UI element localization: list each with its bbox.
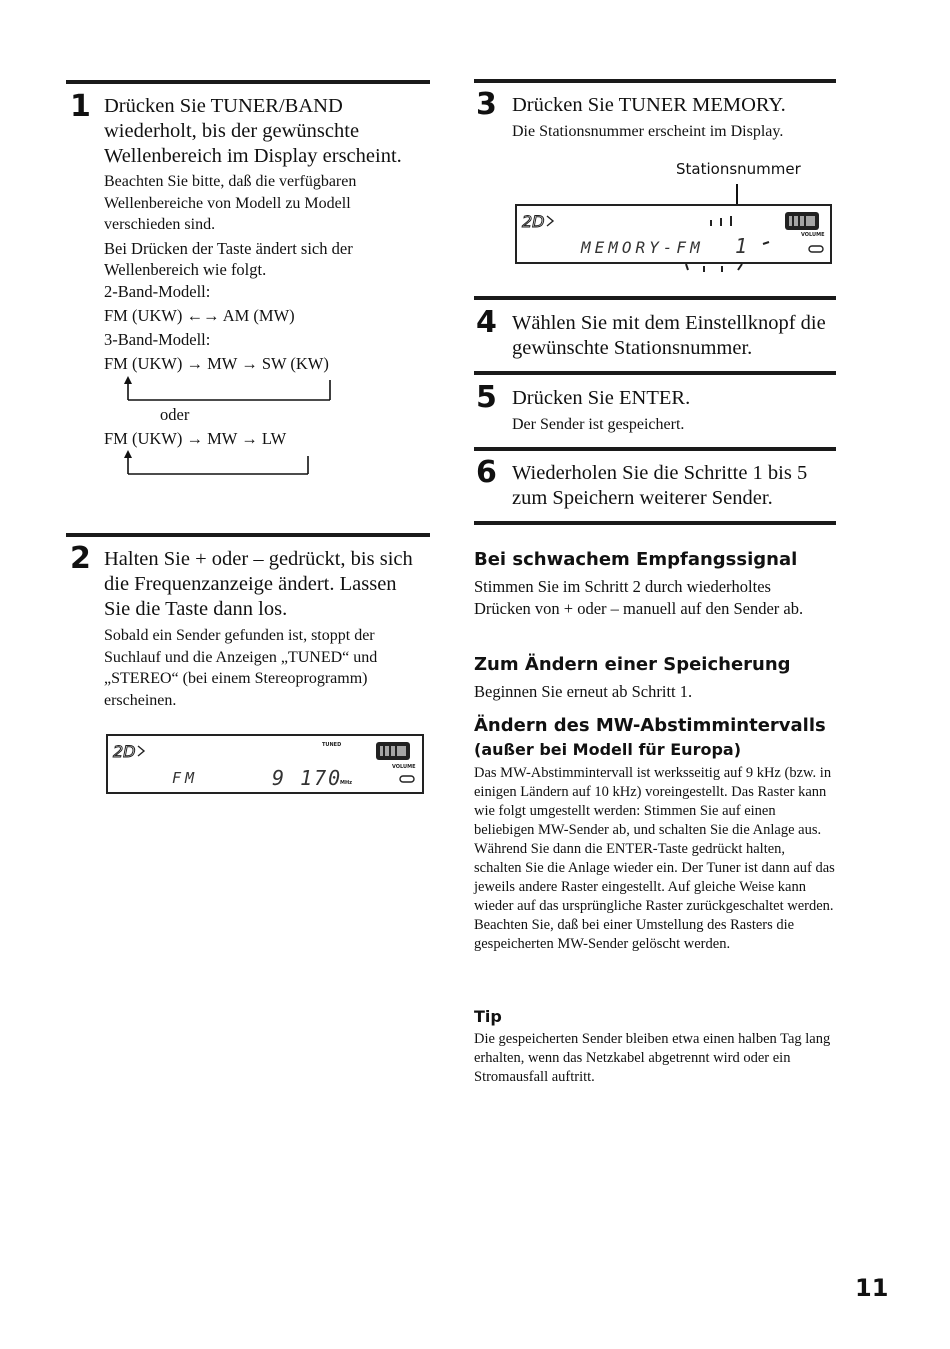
svg-text:2D: 2D xyxy=(522,212,545,231)
step1-note: Beachten Sie bitte, daß die verfügbaren Wellenbereiche von Modell zu Modell verschieden sind. xyxy=(104,173,357,233)
volume-label: VOLUME xyxy=(801,232,825,238)
display-logo-icon xyxy=(521,210,557,232)
steps-end-rule xyxy=(474,521,836,525)
step5-body: Der Sender ist gespeichert. xyxy=(512,416,685,433)
step5-number: 5 xyxy=(476,380,497,415)
step6-number: 6 xyxy=(476,455,497,490)
step5-rule xyxy=(474,371,836,375)
frequency-unit: MHz xyxy=(340,780,353,786)
station-number-readout: 1 xyxy=(735,234,752,258)
step2-body: Sobald ein Sender gefunden ist, stoppt der Suchlauf und die Anzeigen „TUNED“ und „STEREO“ (bei einem Stereoprogramm) erscheinen. xyxy=(104,627,378,709)
band-readout: FM xyxy=(172,769,199,787)
band3-label: 3-Band-Modell: xyxy=(104,329,211,349)
display-logo-icon xyxy=(112,740,148,762)
step6-rule xyxy=(474,447,836,451)
step3-heading: Drücken Sie TUNER MEMORY. xyxy=(512,94,786,116)
mw-interval-title: Ändern des MW-Abstimmintervalls xyxy=(474,715,826,736)
volume-meter-icon xyxy=(370,740,420,786)
band2-sequence: FM (UKW) ←→ AM (MW) xyxy=(104,306,295,325)
oder-label: oder xyxy=(160,405,190,424)
band-loop-arrow-b xyxy=(118,450,318,478)
weak-signal-title: Bei schwachem Empfangssignal xyxy=(474,549,798,570)
blink-marks-icon xyxy=(675,206,775,262)
memory-display xyxy=(515,204,832,264)
volume-label: VOLUME xyxy=(392,764,416,770)
blink-marks-below-icon xyxy=(680,262,760,276)
step1-number: 1 xyxy=(70,89,91,124)
change-memory-text: Beginnen Sie erneut ab Schritt 1. xyxy=(474,682,693,701)
step5-heading: Drücken Sie ENTER. xyxy=(512,387,691,409)
step1-change-text: Bei Drücken der Taste ändert sich der Wellenbereich wie folgt. xyxy=(104,238,353,279)
weak-signal-text: Stimmen Sie im Schritt 2 durch wiederholtes Drücken von + oder – manuell auf den Sender ab. xyxy=(474,577,804,618)
step4-number: 4 xyxy=(476,305,497,340)
step1-body xyxy=(104,171,429,375)
step4-rule xyxy=(474,296,836,300)
mw-interval-subtitle: (außer bei Modell für Europa) xyxy=(474,740,742,759)
memory-readout: MEMORY-FM xyxy=(581,238,704,257)
station-number-callout: Stationsnummer xyxy=(676,160,801,178)
band3-sequence-a: FM (UKW) → MW → SW (KW) xyxy=(104,354,329,373)
step2-rule xyxy=(66,533,430,537)
tuned-indicator: TUNED xyxy=(322,742,342,748)
step2-heading: Halten Sie + oder – gedrückt, bis sich die Frequenzanzeige ändert. Lassen Sie die Taste dann los. xyxy=(104,548,413,620)
mw-interval-text: Das MW-Abstimmintervall ist werksseitig auf 9 kHz (bzw. in einigen Ländern auf 10 kHz) voreingestellt. Das Raster kann wie folgt umgestellt werden: Stimmen Sie auf einen beliebigen MW-Sender ab, und schalten Sie die Anlage aus. Während Sie dann die ENTER-Taste gedrückt halten, schalten Sie die Anlage wieder ein. Der Tuner ist dann auf das jeweils andere Raster eingestellt. Auf gleiche Weise kann wieder auf das ursprüngliche Raster zurückgeschaltet werden. Beachten Sie, daß bei einer Umstellung des Rasters die gespeicherten MW-Sender gelöscht werden. xyxy=(474,765,835,952)
band-loop-arrow-a xyxy=(118,376,338,404)
frequency-readout: 9 170 xyxy=(272,766,343,790)
svg-text:2D: 2D xyxy=(113,742,136,761)
change-memory-title: Zum Ändern einer Speicherung xyxy=(474,654,791,675)
step3-rule xyxy=(474,79,836,83)
step3-number: 3 xyxy=(476,87,497,122)
page-number: 11 xyxy=(855,1274,889,1302)
step3-body: Die Stationsnummer erscheint im Display. xyxy=(512,123,784,140)
tip-text: Die gespeicherten Sender bleiben etwa einen halben Tag lang erhalten, wenn das Netzkabel abgetrennt wird oder ein Stromausfall auftritt. xyxy=(474,1031,831,1085)
tip-title: Tip xyxy=(474,1007,502,1026)
band3-sequence-b: FM (UKW) → MW → LW xyxy=(104,429,287,448)
step2-number: 2 xyxy=(70,541,91,576)
frequency-display xyxy=(106,734,424,794)
step4-heading: Wählen Sie mit dem Einstellknopf die gewünschte Stationsnummer. xyxy=(512,312,826,359)
band2-label: 2-Band-Modell: xyxy=(104,281,211,301)
step1-heading: Drücken Sie TUNER/BAND wiederholt, bis der gewünschte Wellenbereich im Display erscheint. xyxy=(104,95,402,167)
step1-rule xyxy=(66,80,430,84)
step6-heading: Wiederholen Sie die Schritte 1 bis 5 zum Speichern weiterer Sender. xyxy=(512,462,808,509)
